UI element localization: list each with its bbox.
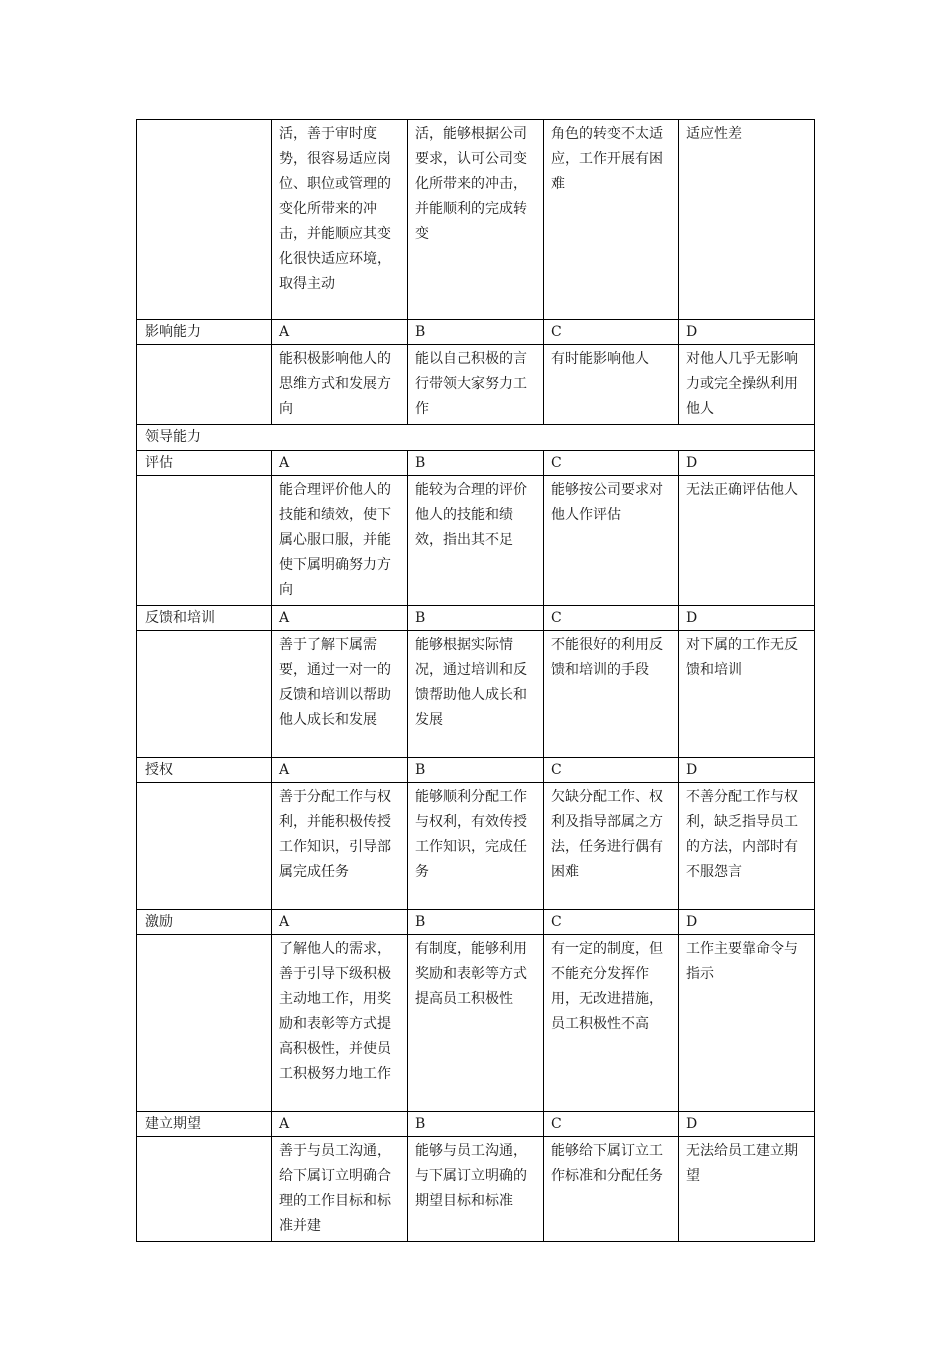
description-c-cell: 欠缺分配工作、权利及指导部属之方法，任务进行偶有困难	[544, 783, 679, 910]
description-b-cell: 能以自己积极的言行带领大家努力工作	[408, 345, 544, 425]
grade-header-row	[137, 910, 815, 935]
description-b-cell: 能较为合理的评价他人的技能和绩效，指出其不足	[408, 476, 544, 606]
description-a-cell: 善于与员工沟通，给下属订立明确合理的工作目标和标准并建	[272, 1137, 408, 1242]
grade-b-cell: B	[408, 758, 544, 783]
description-d-cell: 适应性差	[679, 120, 815, 320]
grade-c-cell: C	[544, 320, 679, 345]
empty-label-cell	[137, 783, 272, 910]
grade-d-cell: D	[679, 606, 815, 631]
description-row	[137, 783, 815, 910]
description-d-cell: 对下属的工作无反馈和培训	[679, 631, 815, 758]
competency-name-cell: 评估	[137, 451, 272, 476]
empty-label-cell	[137, 631, 272, 758]
grade-b-cell: B	[408, 451, 544, 476]
grade-header-row	[137, 320, 815, 345]
description-d-cell: 无法正确评估他人	[679, 476, 815, 606]
description-c-cell: 能够按公司要求对他人作评估	[544, 476, 679, 606]
empty-label-cell	[137, 476, 272, 606]
grade-b-cell: B	[408, 606, 544, 631]
grade-c-cell: C	[544, 606, 679, 631]
description-b-cell: 能够顺利分配工作与权利，有效传授工作知识，完成任务	[408, 783, 544, 910]
grade-c-cell: C	[544, 910, 679, 935]
grade-a-cell: A	[272, 606, 408, 631]
empty-label-cell	[137, 120, 272, 320]
competency-name-cell: 影响能力	[137, 320, 272, 345]
grade-b-cell: B	[408, 1112, 544, 1137]
grade-d-cell: D	[679, 320, 815, 345]
evaluation-table-container	[136, 119, 814, 1242]
description-a-cell: 能合理评价他人的技能和绩效，使下属心服口服，并能使下属明确努力方向	[272, 476, 408, 606]
description-c-cell: 有时能影响他人	[544, 345, 679, 425]
empty-label-cell	[137, 1137, 272, 1242]
empty-label-cell	[137, 935, 272, 1112]
grade-header-row	[137, 1112, 815, 1137]
grade-d-cell: D	[679, 758, 815, 783]
description-row	[137, 476, 815, 606]
grade-a-cell: A	[272, 1112, 408, 1137]
description-c-cell: 不能很好的利用反馈和培训的手段	[544, 631, 679, 758]
grade-a-cell: A	[272, 758, 408, 783]
description-a-cell: 了解他人的需求，善于引导下级积极主动地工作，用奖励和表彰等方式提高积极性，并使员工积极努力地工作	[272, 935, 408, 1112]
competency-name-cell: 激励	[137, 910, 272, 935]
grade-b-cell: B	[408, 910, 544, 935]
description-d-cell: 无法给员工建立期望	[679, 1137, 815, 1242]
competency-name-cell: 授权	[137, 758, 272, 783]
grade-header-row	[137, 451, 815, 476]
description-row	[137, 120, 815, 320]
grade-header-row	[137, 758, 815, 783]
grade-header-row	[137, 606, 815, 631]
empty-label-cell	[137, 345, 272, 425]
description-c-cell: 角色的转变不太适应，工作开展有困难	[544, 120, 679, 320]
section-title-cell: 领导能力	[137, 425, 815, 451]
description-d-cell: 工作主要靠命令与指示	[679, 935, 815, 1112]
description-row	[137, 345, 815, 425]
grade-c-cell: C	[544, 451, 679, 476]
description-a-cell: 善于分配工作与权利，并能积极传授工作知识，引导部属完成任务	[272, 783, 408, 910]
description-b-cell: 活，能够根据公司要求，认可公司变化所带来的冲击，并能顺利的完成转变	[408, 120, 544, 320]
grade-a-cell: A	[272, 320, 408, 345]
description-d-cell: 对他人几乎无影响力或完全操纵利用他人	[679, 345, 815, 425]
description-b-cell: 能够与员工沟通，与下属订立明确的期望目标和标准	[408, 1137, 544, 1242]
description-row	[137, 631, 815, 758]
description-a-cell: 能积极影响他人的思维方式和发展方向	[272, 345, 408, 425]
grade-d-cell: D	[679, 451, 815, 476]
competency-name-cell: 反馈和培训	[137, 606, 272, 631]
description-row	[137, 935, 815, 1112]
grade-c-cell: C	[544, 1112, 679, 1137]
description-a-cell: 善于了解下属需要，通过一对一的反馈和培训以帮助他人成长和发展	[272, 631, 408, 758]
description-c-cell: 有一定的制度，但不能充分发挥作用，无改进措施，员工积极性不高	[544, 935, 679, 1112]
description-b-cell: 有制度，能够利用奖励和表彰等方式提高员工积极性	[408, 935, 544, 1112]
grade-d-cell: D	[679, 910, 815, 935]
table-body	[137, 120, 815, 1242]
grade-a-cell: A	[272, 910, 408, 935]
section-row	[137, 425, 815, 451]
description-b-cell: 能够根据实际情况，通过培训和反馈帮助他人成长和发展	[408, 631, 544, 758]
competency-evaluation-table	[136, 119, 815, 1242]
description-a-cell: 活，善于审时度势，很容易适应岗位、职位或管理的变化所带来的冲击，并能顺应其变化很快适应环境，取得主动	[272, 120, 408, 320]
grade-a-cell: A	[272, 451, 408, 476]
description-row	[137, 1137, 815, 1242]
description-c-cell: 能够给下属订立工作标准和分配任务	[544, 1137, 679, 1242]
grade-c-cell: C	[544, 758, 679, 783]
description-d-cell: 不善分配工作与权利，缺乏指导员工的方法，内部时有不服怨言	[679, 783, 815, 910]
grade-d-cell: D	[679, 1112, 815, 1137]
grade-b-cell: B	[408, 320, 544, 345]
competency-name-cell: 建立期望	[137, 1112, 272, 1137]
